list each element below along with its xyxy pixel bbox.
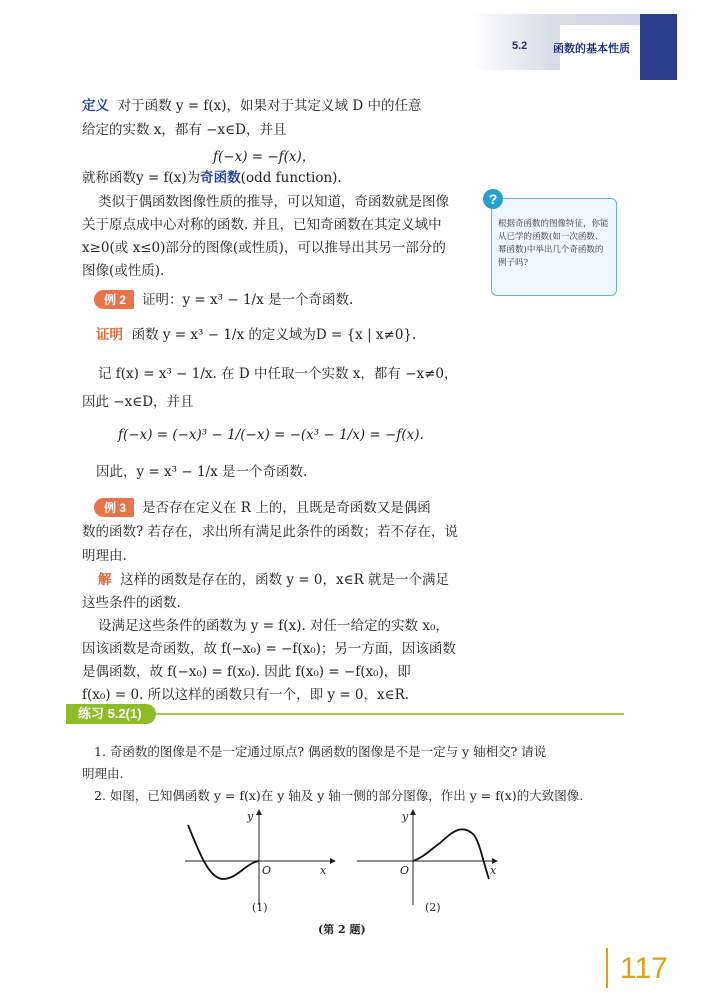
proof-line2: 记 f(x) = x³ − 1/x. 在 D 中任取一个实数 x，都有 −x≠0，	[98, 366, 458, 382]
example3-line1: 例 3 是否存在定义在 R 上的，且既是奇函数又是偶函	[94, 498, 489, 518]
proof-line4: 因此，y = x³ − 1/x 是一个奇函数.	[96, 464, 308, 480]
fig1-curve	[188, 825, 259, 879]
fig1-caption: (1)	[252, 901, 268, 914]
page-number: 117	[620, 952, 668, 985]
exercise-divider	[156, 713, 624, 715]
exercise-q2: 2. 如图，已知偶函数 y = f(x)在 y 轴及 y 轴一侧的部分图像，作出 y = f(x)的大致图像.	[94, 788, 584, 803]
proof-line3: 因此 −x∈D，并且	[82, 394, 194, 410]
proof-line1: 证明 函数 y = x³ − 1/x 的定义域为D = {x | x≠0}.	[96, 327, 417, 343]
section-number: 5.2	[512, 40, 528, 52]
definition-formula: f(−x) = −f(x)，	[213, 149, 316, 165]
para1-line2: 关于原点成中心对称的函数. 并且，已知奇函数在其定义域中	[82, 217, 442, 233]
example3-badge: 例 3	[94, 498, 134, 517]
section-title: 函数的基本性质	[553, 43, 630, 55]
header-blue-block	[640, 14, 677, 80]
example3-line2: 数的函数? 若存在，求出所有满足此条件的函数；若不存在，说	[82, 524, 459, 540]
fig2-origin: O	[400, 864, 410, 877]
thinking-text: 根据奇函数的图像特征，你能从已学的函数(如一次函数、幂函数)中举出几个奇函数的例子吗?	[498, 219, 609, 268]
fig1-x-label: x	[320, 864, 327, 877]
para1-line3: x≥0(或 x≤0)部分的图像(或性质)，可以推导出其另一部分的	[82, 240, 446, 256]
exercise-q1-line2: 明理由.	[82, 766, 124, 781]
fig2-curve	[413, 829, 489, 879]
question-icon: ?	[483, 189, 503, 209]
figure-caption: (第 2 题)	[318, 923, 366, 936]
definition-label: 定义	[82, 98, 109, 113]
definition-line1: 定义 对于函数 y = f(x)，如果对于其定义域 D 中的任意	[82, 98, 422, 114]
proof-label: 证明	[96, 327, 123, 342]
fig2-caption: (2)	[425, 901, 441, 914]
solution-line4: 因该函数是奇函数，故 f(−x₀) = −f(x₀)；另一方面，因该函数	[82, 641, 456, 657]
fig1-y-arrow	[256, 809, 262, 815]
exercise-title: 练习 5.2(1)	[66, 704, 156, 724]
solution-line3: 设满足这些条件的函数为 y = f(x). 对任一给定的实数 x₀，	[98, 618, 449, 634]
fig1-origin: O	[262, 864, 272, 877]
fig2-y-arrow	[410, 809, 416, 815]
solution-line5: 是偶函数，故 f(−x₀) = f(x₀). 因此 f(x₀) = −f(x₀)，即	[82, 664, 411, 680]
exercise-q1-line1: 1. 奇函数的图像是不是一定通过原点? 偶函数的图像是不是一定与 y 轴相交? 请说	[94, 744, 547, 759]
page-number-bar	[606, 948, 608, 988]
proof-formula: f(−x) = (−x)³ − 1/(−x) = −(x³ − 1/x) = −f(x).	[118, 427, 424, 443]
fig1-x-arrow	[330, 858, 336, 864]
fig1-y-label: y	[247, 810, 254, 823]
solution-line1: 解 这样的函数是存在的，函数 y = 0，x∈R 就是一个满足	[98, 572, 450, 588]
solution-label: 解	[98, 572, 112, 587]
solution-line6: f(x₀) = 0. 所以这样的函数只有一个，即 y = 0，x∈R.	[82, 687, 410, 703]
figure-2	[352, 805, 512, 910]
example3-line3: 明理由.	[82, 548, 127, 564]
definition-line2: 给定的实数 x，都有 −x∈D，并且	[82, 122, 287, 138]
definition-line3: 就称函数y = f(x)为奇函数(odd function).	[82, 170, 342, 186]
example2-badge: 例 2	[94, 290, 134, 309]
solution-line2: 这些条件的函数.	[82, 595, 181, 611]
para1-line4: 图像(或性质).	[82, 263, 165, 279]
fig2-y-label: y	[402, 810, 409, 823]
example2: 例 2 证明：y = x³ − 1/x 是一个奇函数.	[94, 290, 489, 310]
odd-function-term: 奇函数	[200, 170, 241, 185]
para1-line1: 类似于偶函数图像性质的推导，可以知道，奇函数就是图像	[98, 194, 449, 210]
fig2-x-label: x	[490, 864, 497, 877]
figure-1	[180, 805, 340, 910]
